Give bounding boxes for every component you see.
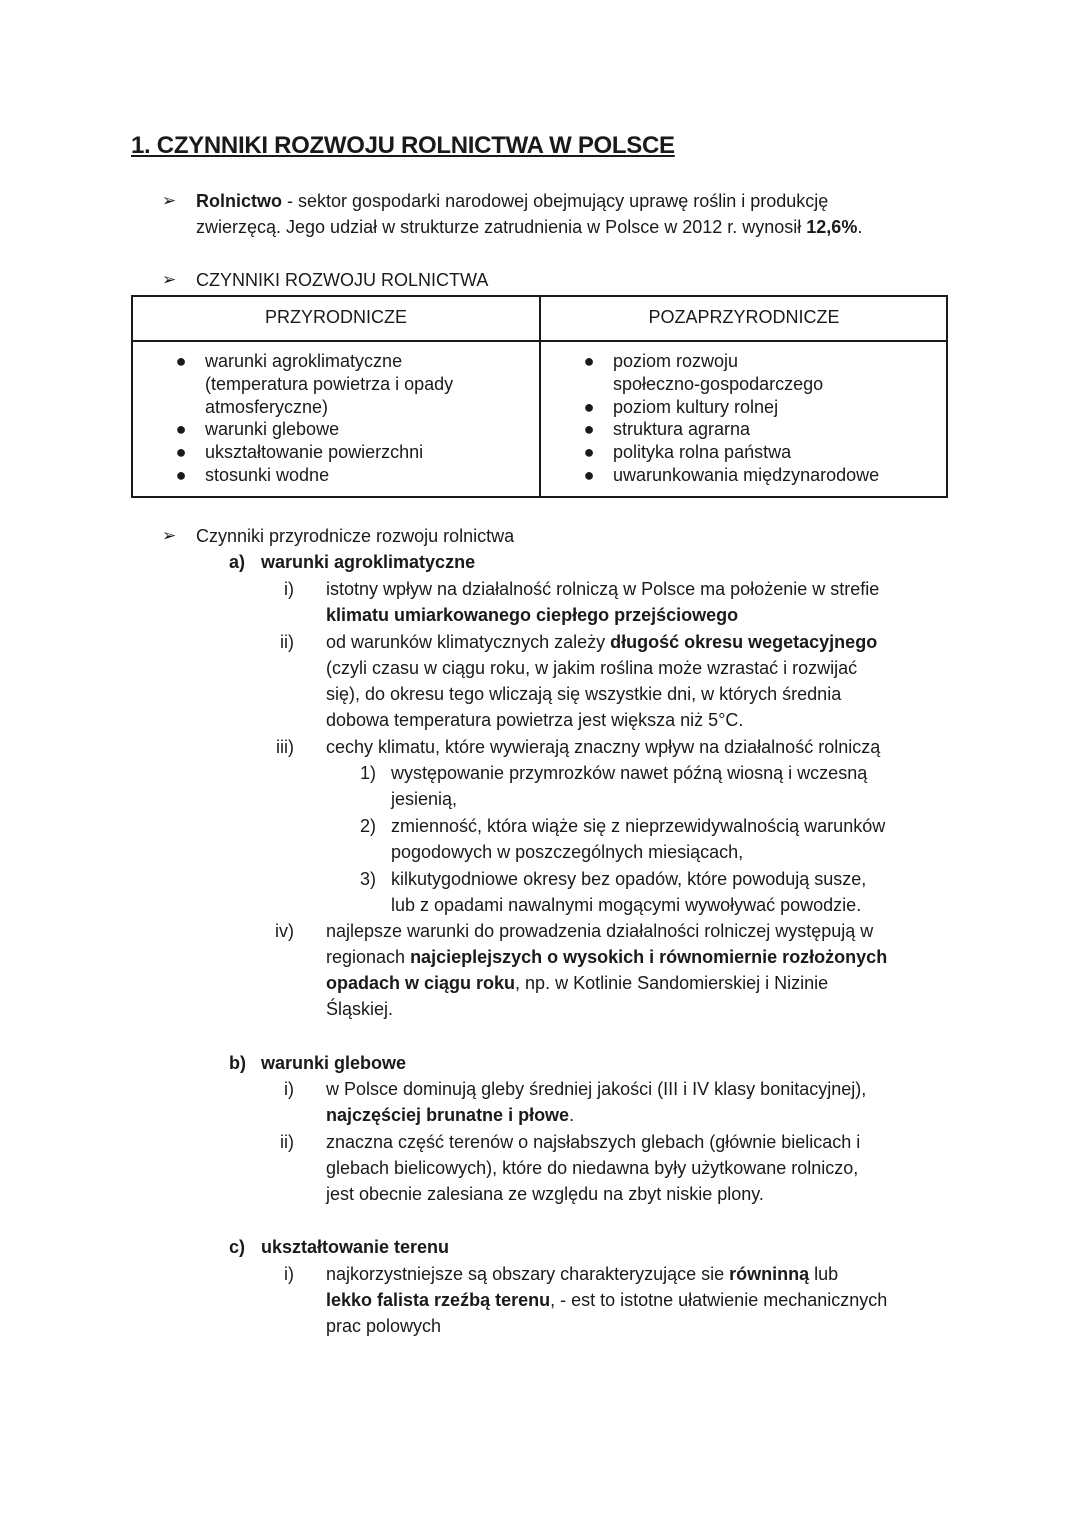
table-divider: [133, 340, 946, 342]
bullet-icon: ●: [583, 419, 595, 440]
bullet-icon: ●: [583, 396, 595, 417]
factors-table: [131, 295, 948, 498]
list-item: ● polityka rolna państwa: [579, 441, 879, 464]
intro-line-2: zwierzęcą. Jego udział w strukturze zatrudnienia w Polsce w 2012 r. wynosił 12,6%.: [196, 217, 863, 237]
factors-heading: CZYNNIKI ROZWOJU ROLNICTWA: [196, 270, 489, 290]
list-item: ● warunki agroklimatyczne: [171, 350, 453, 373]
text-line: najlepsze warunki do prowadzenia działalności rolniczej występują w: [326, 921, 874, 941]
arrow-bullet-icon: ➢: [162, 526, 177, 545]
text-line: Śląskiej.: [326, 999, 394, 1019]
natural-factors-list: [171, 350, 453, 487]
item-label: 3): [359, 869, 376, 889]
text-line: lekko falista rzeźbą terenu, - est to istotne ułatwienie mechanicznych: [326, 1290, 888, 1310]
text-line: znaczna część terenów o najsłabszych glebach (głównie bielicach i: [326, 1132, 861, 1152]
item-label: iv): [275, 921, 294, 941]
table-header-natural: PRZYRODNICZE: [264, 307, 407, 327]
arrow-bullet-icon: ➢: [162, 191, 177, 210]
item-label: i): [284, 579, 294, 599]
section-a-title: warunki agroklimatyczne: [261, 552, 476, 572]
list-item: ● uwarunkowania międzynarodowe: [579, 464, 879, 487]
section-b-title: warunki glebowe: [261, 1053, 407, 1073]
bullet-icon: ●: [175, 351, 187, 371]
bullet-icon: ●: [175, 464, 187, 485]
text-line: występowanie przymrozków nawet późną wiosną i wczesną: [391, 763, 868, 783]
page-title: 1. CZYNNIKI ROZWOJU ROLNICTWA W POLSCE: [131, 132, 675, 159]
text-line: regionach najcieplejszych o wysokich i równomiernie rozłożonych: [326, 947, 888, 967]
list-item-continuation: społeczno-gospodarczego: [613, 373, 824, 394]
section-b-label: b): [229, 1053, 246, 1073]
text-line: w Polsce dominują gleby średniej jakości (III i IV klasy bonitacyjnej),: [326, 1079, 867, 1099]
natural-factors-heading: Czynniki przyrodnicze rozwoju rolnictwa: [196, 526, 515, 546]
bullet-icon: ●: [175, 419, 187, 440]
bullet-icon: ●: [583, 442, 595, 463]
text-line: istotny wpływ na działalność rolniczą w Polsce ma położenie w strefie: [326, 579, 880, 599]
text-line: opadach w ciągu roku, np. w Kotlinie Sandomierskiej i Nizinie: [326, 973, 829, 993]
section-c-label: c): [229, 1237, 246, 1257]
non-natural-factors-list: [579, 350, 879, 487]
text-line: (czyli czasu w ciągu roku, w jakim roślina może wzrastać i rozwijać: [326, 658, 858, 678]
text-line: cechy klimatu, które wywierają znaczny wpływ na działalność rolniczą: [326, 737, 881, 757]
item-label: ii): [280, 1132, 294, 1152]
list-item-continuation: atmosferyczne): [205, 396, 329, 417]
item-label: i): [284, 1079, 294, 1099]
arrow-bullet-icon: ➢: [162, 270, 177, 289]
bullet-icon: ●: [583, 464, 595, 485]
intro-term: Rolnictwo: [196, 191, 282, 211]
text-line: najkorzystniejsze są obszary charakteryzujące sie równinną lub: [326, 1264, 839, 1284]
list-item-continuation: (temperatura powietrza i opady: [205, 373, 454, 394]
item-label: 2): [359, 816, 376, 836]
section-c-title: ukształtowanie terenu: [261, 1237, 450, 1257]
text-line: kilkutygodniowe okresy bez opadów, które powodują susze,: [391, 869, 867, 889]
section-a-label: a): [229, 552, 246, 572]
item-label: i): [284, 1264, 294, 1284]
text-line: jesienią,: [391, 789, 458, 809]
list-item: ● poziom rozwoju: [579, 350, 879, 373]
text-line: dobowa temperatura powietrza jest większa niż 5°C.: [326, 710, 744, 730]
bullet-icon: ●: [175, 442, 187, 463]
text-line: się), do okresu tego wliczają się wszystkie dni, w których średnia: [326, 684, 842, 704]
intro-line-1: Rolnictwo - sektor gospodarki narodowej obejmujący uprawę roślin i produkcję: [196, 191, 829, 211]
table-header-non-natural: POZAPRZYRODNICZE: [648, 307, 840, 327]
text-line: lub z opadami nawalnymi mogącymi wywoływać powodzie.: [391, 895, 862, 915]
text-line: glebach bielicowych), które do niedawna były użytkowane rolniczo,: [326, 1158, 859, 1178]
text-line: jest obecnie zalesiana ze względu na zbyt niskie plony.: [326, 1184, 764, 1204]
text-line: pogodowych w poszczególnych miesiącach,: [391, 842, 744, 862]
list-item: ● stosunki wodne: [171, 464, 453, 487]
text-line: od warunków klimatycznych zależy długość okresu wegetacyjnego: [326, 632, 878, 652]
bullet-icon: ●: [583, 351, 595, 371]
list-item: ● warunki glebowe: [171, 418, 453, 441]
item-label: ii): [280, 632, 294, 652]
list-item: ● poziom kultury rolnej: [579, 396, 879, 419]
list-item: ● struktura agrarna: [579, 418, 879, 441]
text-line: zmienność, która wiąże się z nieprzewidywalnością warunków: [391, 816, 886, 836]
list-item: ● ukształtowanie powierzchni: [171, 441, 453, 464]
text-line: prac polowych: [326, 1316, 442, 1336]
text-line: klimatu umiarkowanego ciepłego przejściowego: [326, 605, 739, 625]
item-label: iii): [276, 737, 294, 757]
text-line: najczęściej brunatne i płowe.: [326, 1105, 575, 1125]
employment-share: 12,6%: [806, 217, 858, 237]
item-label: 1): [359, 763, 376, 783]
